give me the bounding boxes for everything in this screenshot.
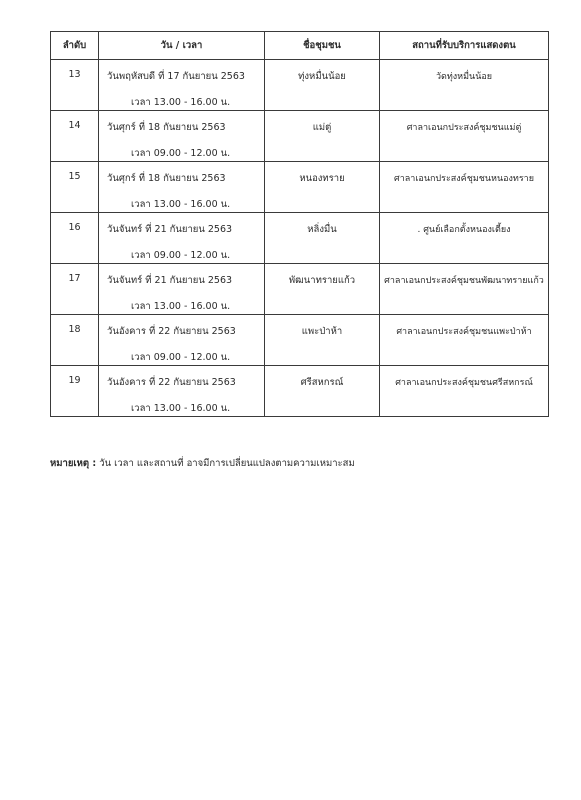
row-no-text: 18 [68,324,81,335]
row-community [265,162,380,213]
row-community-text: ศรีสหกรณ์ [300,377,344,388]
table-row [51,264,549,315]
row-place [380,264,549,315]
row-place-text: ศาลาเอนกประสงค์ชุมชนแม่ตู่ [406,123,522,133]
row-time: เวลา 13.00 - 16.00 น. [131,301,231,312]
row-date: วันศุกร์ ที่ 18 กันยายน 2563 [107,122,226,133]
remark [50,456,355,471]
row-community [265,366,380,417]
row-datetime [99,366,265,417]
row-place [380,162,549,213]
row-date: วันจันทร์ ที่ 21 กันยายน 2563 [107,224,233,235]
remark-label: หมายเหตุ : [50,458,97,469]
header-datetime: วัน / เวลา [99,32,265,60]
row-place [380,213,549,264]
row-community-text: หนองทราย [299,173,345,184]
row-community [265,60,380,111]
row-no [51,213,99,264]
row-date: วันพฤหัสบดี ที่ 17 กันยายน 2563 [107,71,245,82]
header-community: ชื่อชุมชน [265,32,380,60]
row-place [380,111,549,162]
row-no [51,162,99,213]
row-no-text: 15 [68,171,81,182]
row-no [51,366,99,417]
row-datetime [99,213,265,264]
row-datetime [99,264,265,315]
row-datetime [99,111,265,162]
row-no-text: 14 [68,120,81,131]
row-place-text: ศาลาเอนกประสงค์ชุมชนแพะป่าห้า [396,327,532,337]
table-row [51,111,549,162]
row-place-text: . ศูนย์เลือกตั้งหนองเตี้ยง [417,225,511,235]
row-place-text: วัดทุ่งหมื่นน้อย [435,72,493,82]
row-place-text: ศาลาเอนกประสงค์ชุมชนหนองทราย [394,174,534,184]
row-no [51,264,99,315]
row-datetime [99,60,265,111]
row-no-text: 17 [68,273,81,284]
row-no-text: 16 [68,222,81,233]
row-no [51,60,99,111]
table-header-row [51,32,549,60]
table-row [51,162,549,213]
row-date: วันอังคาร ที่ 22 กันยายน 2563 [107,377,236,388]
row-community [265,111,380,162]
row-place-text: ศาลาเอนกประสงค์ชุมชนพัฒนาทรายแก้ว [384,276,544,286]
row-community [265,264,380,315]
row-time: เวลา 13.00 - 16.00 น. [131,403,231,414]
row-community [265,213,380,264]
row-place [380,315,549,366]
row-time: เวลา 13.00 - 16.00 น. [131,199,231,210]
row-community-text: ทุ่งหมื่นน้อย [298,71,346,82]
table-row [51,366,549,417]
header-place: สถานที่รับบริการแสดงตน [380,32,549,60]
row-place [380,366,549,417]
schedule-table [50,31,549,417]
table-row [51,315,549,366]
row-datetime [99,162,265,213]
row-place-text: ศาลาเอนกประสงค์ชุมชนศรีสหกรณ์ [395,378,533,388]
row-datetime [99,315,265,366]
row-no-text: 13 [68,69,81,80]
row-time: เวลา 13.00 - 16.00 น. [131,97,231,108]
row-time: เวลา 09.00 - 12.00 น. [131,352,231,363]
row-community-text: พัฒนาทรายแก้ว [288,275,356,286]
table-row [51,60,549,111]
row-date: วันจันทร์ ที่ 21 กันยายน 2563 [107,275,233,286]
row-date: วันอังคาร ที่ 22 กันยายน 2563 [107,326,236,337]
header-no: ลำดับ [51,32,99,60]
row-community-text: แพะป่าห้า [301,326,343,337]
row-no [51,111,99,162]
remark-text: วัน เวลา และสถานที่ อาจมีการเปลี่ยนแปลงตามความเหมาะสม [99,458,355,469]
row-community-text: แม่ตู่ [312,122,332,133]
row-time: เวลา 09.00 - 12.00 น. [131,250,231,261]
row-community-text: หลิ่งมื่น [307,224,337,235]
row-no-text: 19 [68,375,81,386]
row-date: วันศุกร์ ที่ 18 กันยายน 2563 [107,173,226,184]
row-time: เวลา 09.00 - 12.00 น. [131,148,231,159]
table-row [51,213,549,264]
row-community [265,315,380,366]
row-no [51,315,99,366]
row-place [380,60,549,111]
